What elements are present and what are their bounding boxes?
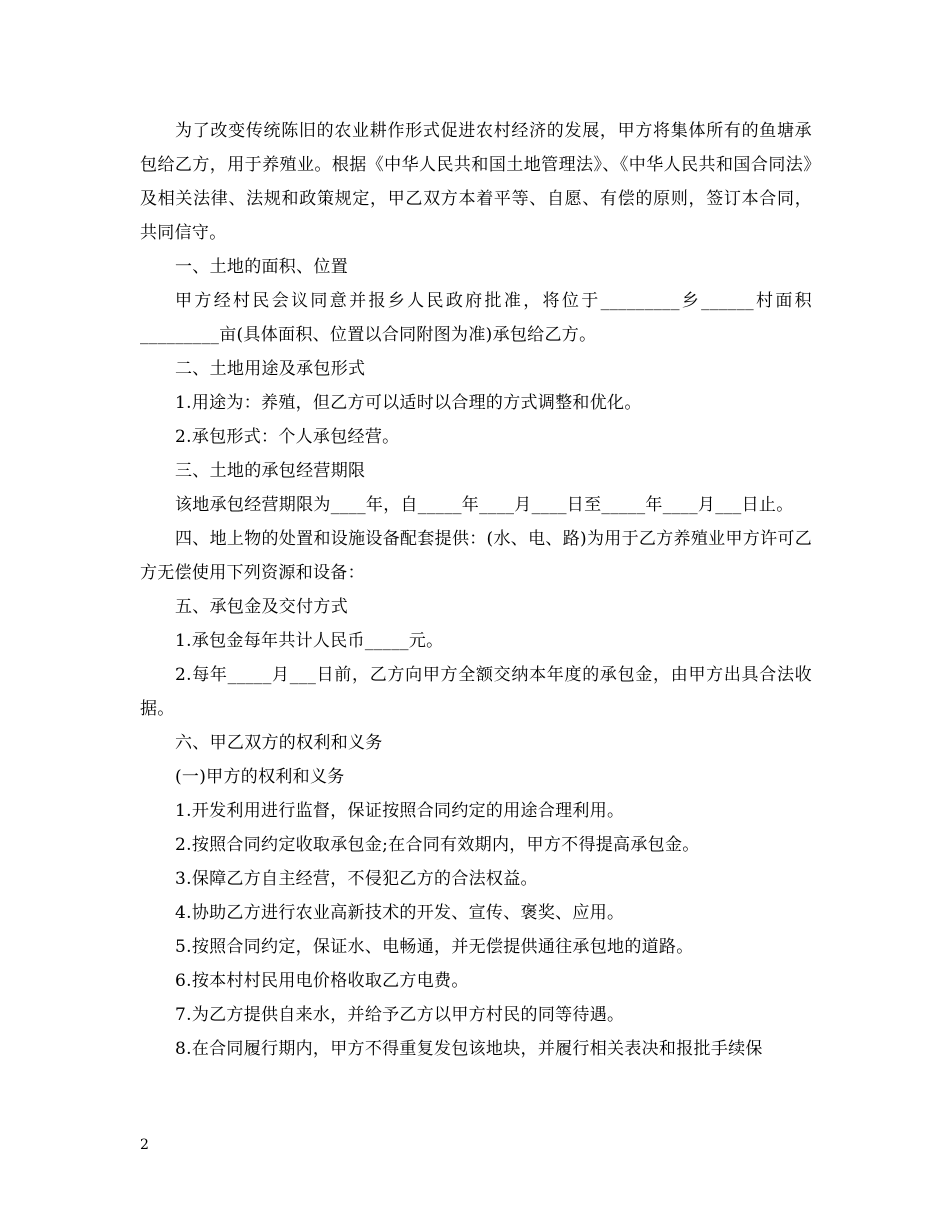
subheading-party-a: (一)甲方的权利和义务: [175, 767, 345, 787]
heading-contract-term: 三、土地的承包经营期限: [175, 461, 366, 481]
heading-land-area-location: 一、土地的面积、位置: [175, 257, 348, 277]
list-item: 8.在合同履行期内，甲方不得重复发包该地块，并履行相关表决和报批手续保: [175, 1039, 763, 1059]
document-body: [140, 114, 812, 1066]
paragraph-land-location: 甲方经村民会议同意并报乡人民政府批准，将位于_________乡______村面积_________亩(具体面积、位置以合同附图为准)承包给乙方。: [140, 291, 812, 345]
paragraph-fee-payment: 2.每年_____月___日前，乙方向甲方全额交纳本年度的承包金，由甲方出具合法收据。: [140, 665, 812, 719]
paragraph-preamble: 为了改变传统陈旧的农业耕作形式促进农村经济的发展，甲方将集体所有的鱼塘承包给乙方，用于养殖业。根据《中华人民共和国土地管理法》、《中华人民共和国合同法》及相关法律、法规和政策规定，甲乙双方本着平等、自愿、有偿的原则，签订本合同，共同信守。: [140, 121, 812, 243]
list-item: 2.按照合同约定收取承包金;在合同有效期内，甲方不得提高承包金。: [175, 835, 700, 855]
paragraph-facilities: 四、地上物的处置和设施设备配套提供：(水、电、路)为用于乙方养殖业甲方许可乙方无偿使用下列资源和设备：: [140, 529, 812, 583]
paragraph-contract-term: 该地承包经营期限为____年，自_____年____月____日至_____年____月___日止。: [175, 495, 794, 515]
heading-rights-obligations: 六、甲乙双方的权利和义务: [175, 733, 383, 753]
heading-land-use: 二、土地用途及承包形式: [175, 359, 366, 379]
list-item: 6.按本村村民用电价格收取乙方电费。: [175, 971, 469, 991]
list-item: 1.开发利用进行监督，保证按照合同约定的用途合理利用。: [175, 801, 625, 821]
list-item: 4.协助乙方进行农业高新技术的开发、宣传、褒奖、应用。: [175, 903, 625, 923]
list-item: 3.保障乙方自主经营，不侵犯乙方的合法权益。: [175, 869, 538, 889]
paragraph-use: 1.用途为：养殖，但乙方可以适时以合理的方式调整和优化。: [175, 393, 642, 413]
list-item: 5.按照合同约定，保证水、电畅通，并无偿提供通往承包地的道路。: [175, 937, 694, 957]
page-number: 2: [140, 1137, 149, 1153]
paragraph-fee-amount: 1.承包金每年共计人民币_____元。: [175, 631, 444, 651]
list-item: 7.为乙方提供自来水，并给予乙方以甲方村民的同等待遇。: [175, 1005, 625, 1025]
paragraph-contract-form: 2.承包形式：个人承包经营。: [175, 427, 400, 447]
heading-contract-fee: 五、承包金及交付方式: [175, 597, 348, 617]
